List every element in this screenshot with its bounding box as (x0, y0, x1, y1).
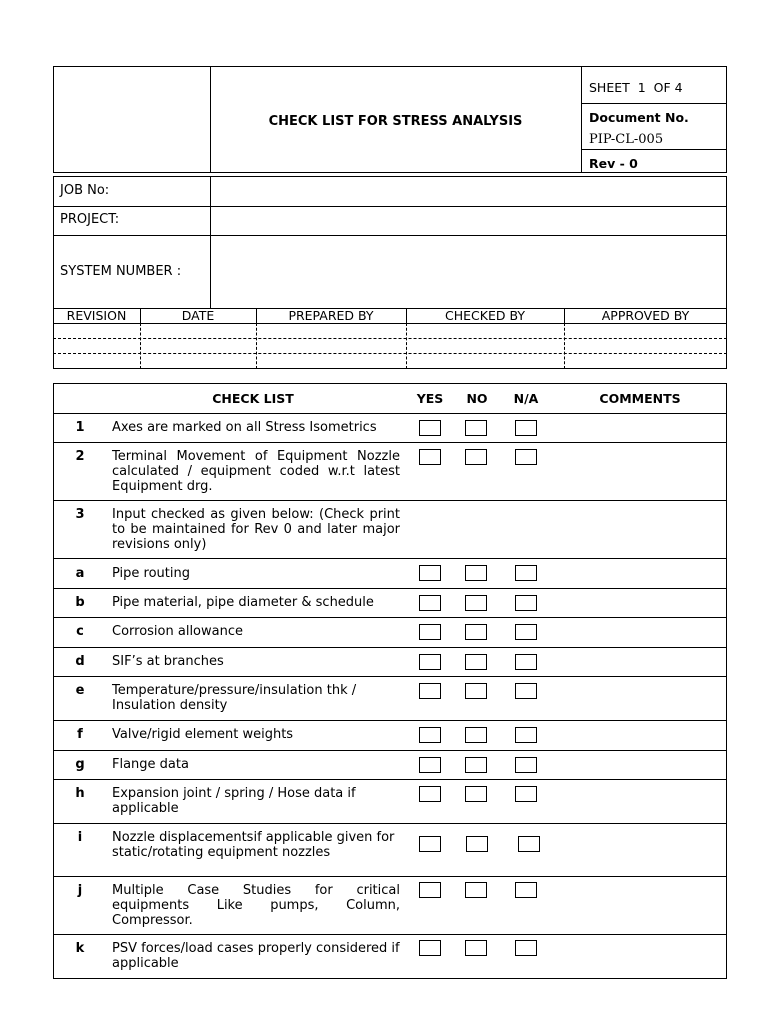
no-checkbox[interactable] (465, 449, 487, 465)
yes-checkbox[interactable] (419, 565, 441, 581)
job-no-field[interactable] (212, 178, 725, 205)
revision-column-header: REVISION (66, 308, 127, 323)
item-text: PSV forces/load cases properly considered if applicable (112, 941, 400, 971)
yes-checkbox[interactable] (419, 654, 441, 670)
na-checkbox[interactable] (515, 727, 537, 743)
document-title: CHECK LIST FOR STRESS ANALYSIS (268, 114, 523, 129)
item-number: 1 (75, 420, 85, 435)
item-number: f (77, 727, 83, 742)
yes-checkbox[interactable] (419, 683, 441, 699)
item-text: Pipe routing (112, 566, 190, 581)
na-checkbox[interactable] (515, 624, 537, 640)
no-checkbox[interactable] (465, 420, 487, 436)
item-text: Valve/rigid element weights (112, 727, 294, 742)
no-checkbox[interactable] (465, 727, 487, 743)
yes-checkbox[interactable] (419, 757, 441, 773)
no-checkbox[interactable] (465, 683, 487, 699)
prepared-by-column-header: PREPARED BY (288, 308, 374, 323)
system-number-label: SYSTEM NUMBER : (60, 264, 182, 279)
date-column-header: DATE (181, 308, 215, 323)
item-text: Expansion joint / spring / Hose data if applicable (112, 786, 356, 816)
yes-checkbox[interactable] (419, 836, 441, 852)
item-number: 3 (75, 507, 85, 522)
item-number: 2 (75, 449, 85, 464)
item-text: Input checked as given below: (Check print to be maintained for Rev 0 and later major revisions only) (112, 507, 400, 552)
no-checkbox[interactable] (465, 786, 487, 802)
yes-column-header: YES (416, 391, 444, 406)
project-field[interactable] (212, 208, 725, 234)
approved-by-column-header: APPROVED BY (601, 308, 690, 323)
yes-checkbox[interactable] (419, 449, 441, 465)
yes-checkbox[interactable] (419, 786, 441, 802)
no-checkbox[interactable] (465, 940, 487, 956)
no-checkbox[interactable] (465, 565, 487, 581)
item-text: Axes are marked on all Stress Isometrics (112, 420, 377, 435)
item-text: Multiple Case Studies for critical equipments Like pumps, Column, Compressor. (112, 883, 400, 928)
yes-checkbox[interactable] (419, 727, 441, 743)
na-checkbox[interactable] (518, 836, 540, 852)
item-number: k (75, 941, 85, 956)
document-no-label: Document No. (589, 110, 689, 125)
no-checkbox[interactable] (465, 624, 487, 640)
na-checkbox[interactable] (515, 882, 537, 898)
system-number-field[interactable] (212, 237, 725, 307)
revision-label: Rev - 0 (589, 156, 638, 171)
no-checkbox[interactable] (465, 882, 487, 898)
yes-checkbox[interactable] (419, 882, 441, 898)
checked-by-column-header: CHECKED BY (445, 308, 525, 323)
na-checkbox[interactable] (515, 940, 537, 956)
na-checkbox[interactable] (515, 757, 537, 773)
item-number: j (77, 883, 83, 898)
document-number: PIP-CL-005 (589, 132, 664, 147)
item-text: Corrosion allowance (112, 624, 243, 639)
item-text: Terminal Movement of Equipment Nozzle calculated / equipment coded w.r.t latest Equipment drg. (112, 449, 400, 494)
item-number: b (75, 595, 85, 610)
na-checkbox[interactable] (515, 565, 537, 581)
item-text: SIF’s at branches (112, 654, 224, 669)
item-number: h (75, 786, 85, 801)
na-checkbox[interactable] (515, 449, 537, 465)
job-no-label: JOB No: (60, 183, 110, 198)
comments-column-header: COMMENTS (599, 391, 681, 406)
item-number: c (76, 624, 84, 639)
item-number: a (75, 566, 85, 581)
no-checkbox[interactable] (465, 595, 487, 611)
item-number: i (77, 830, 83, 845)
item-text: Pipe material, pipe diameter & schedule (112, 595, 374, 610)
na-checkbox[interactable] (515, 654, 537, 670)
item-text: Nozzle displacementsif applicable given for static/rotating equipment nozzles (112, 830, 395, 860)
na-column-header: N/A (513, 391, 539, 406)
item-number: e (75, 683, 85, 698)
no-checkbox[interactable] (465, 654, 487, 670)
project-label: PROJECT: (60, 212, 120, 227)
na-checkbox[interactable] (515, 595, 537, 611)
yes-checkbox[interactable] (419, 595, 441, 611)
no-column-header: NO (466, 391, 488, 406)
item-number: d (75, 654, 85, 669)
na-checkbox[interactable] (515, 683, 537, 699)
na-checkbox[interactable] (515, 786, 537, 802)
yes-checkbox[interactable] (419, 624, 441, 640)
no-checkbox[interactable] (466, 836, 488, 852)
sheet-number: SHEET 1 OF 4 (589, 80, 683, 95)
na-checkbox[interactable] (515, 420, 537, 436)
item-text: Temperature/pressure/insulation thk / Insulation density (112, 683, 357, 713)
checklist-column-header: CHECK LIST (212, 391, 294, 406)
no-checkbox[interactable] (465, 757, 487, 773)
yes-checkbox[interactable] (419, 420, 441, 436)
item-number: g (75, 757, 85, 772)
item-text: Flange data (112, 757, 189, 772)
yes-checkbox[interactable] (419, 940, 441, 956)
